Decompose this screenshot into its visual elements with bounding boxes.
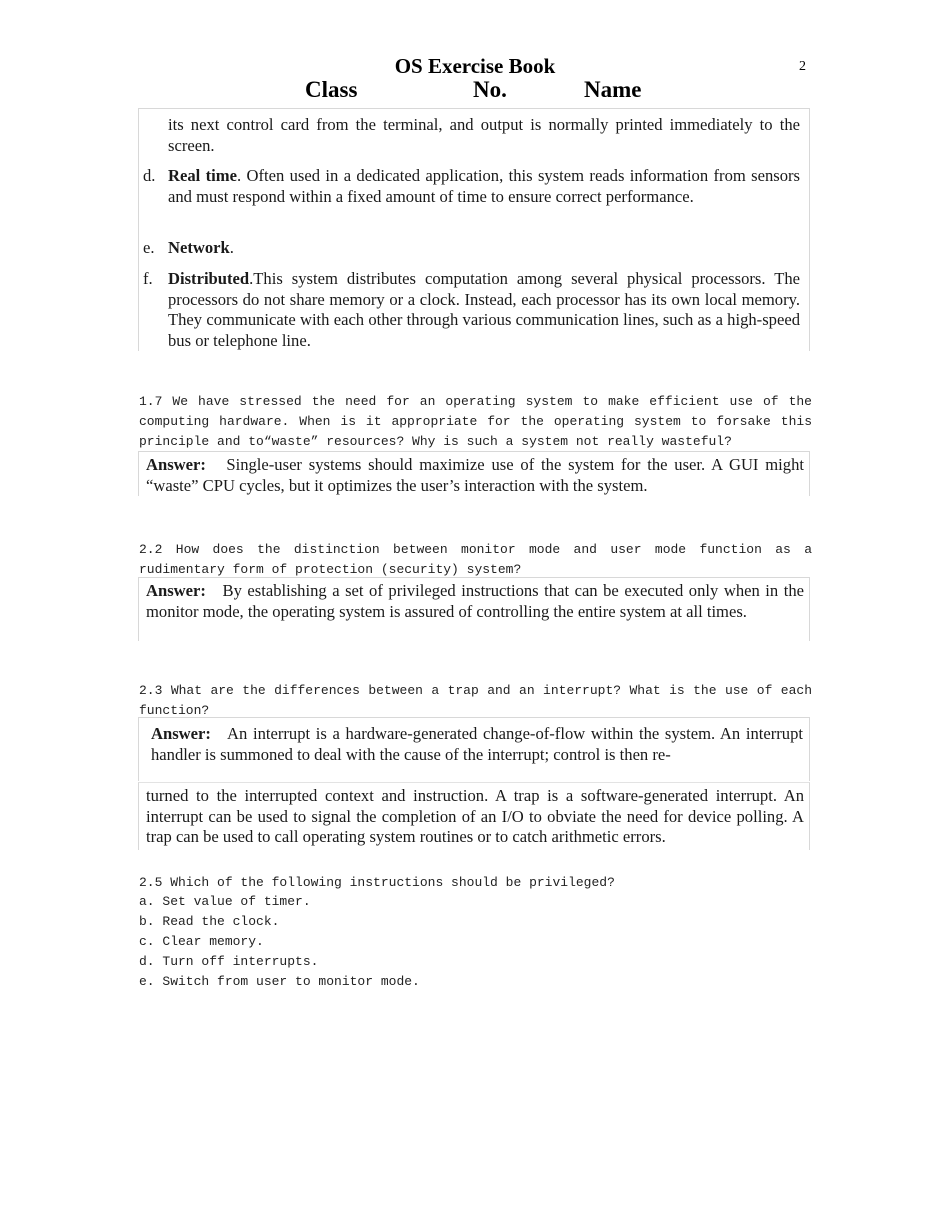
question-1-7: 1.7 We have stressed the need for an operating system to make efficient use of the computing hardware. When is it appropriate for the operating system to forsake this principle and to“waste” resources? Why is such a system not really wasteful? bbox=[139, 394, 812, 449]
answer-label: Answer: bbox=[151, 724, 211, 743]
answer-label: Answer: bbox=[146, 581, 206, 600]
number-label: No. bbox=[473, 77, 507, 102]
answer-box-2-2 bbox=[138, 577, 810, 641]
class-label: Class bbox=[305, 77, 358, 102]
option-e: e. Switch from user to monitor mode. bbox=[139, 974, 420, 989]
answer-text-continued: turned to the interrupted context and instruction. A trap is a software-generated interrupt. An interrupt can be used to signal the completion of an I/O to obviate the need for device polling. A trap can be used to call operating system routines or to catch arithmetic errors. bbox=[146, 786, 804, 846]
answer-box-2-3-part2 bbox=[138, 782, 810, 850]
option-b: b. Read the clock. bbox=[139, 914, 280, 929]
answer-label: Answer: bbox=[146, 455, 206, 474]
page-number: 2 bbox=[799, 59, 806, 74]
question-2-5: 2.5 Which of the following instructions should be privileged? bbox=[139, 875, 615, 890]
page-title: OS Exercise Book bbox=[394, 54, 556, 78]
option-d: d. Turn off interrupts. bbox=[139, 954, 319, 969]
option-a: a. Set value of timer. bbox=[139, 894, 311, 909]
answer-text: Single-user systems should maximize use of the system for the user. A GUI might “waste” CPU cycles, but it optimizes the user’s interaction with the system. bbox=[146, 455, 804, 495]
answer-text: An interrupt is a hardware-generated change-of-flow within the system. An interrupt handler is summoned to deal with the cause of the interrupt; control is then re- bbox=[151, 724, 803, 764]
name-label: Name bbox=[584, 77, 642, 102]
question-2-2: 2.2 How does the distinction between monitor mode and user mode function as a rudimentary form of protection (security) system? bbox=[139, 542, 812, 577]
answer-text: By establishing a set of privileged instructions that can be executed only when in the monitor mode, the operating system is assured of controlling the entire system at all times. bbox=[146, 581, 805, 621]
answer-box-2-3-part1 bbox=[138, 717, 810, 781]
option-c: c. Clear memory. bbox=[139, 934, 264, 949]
answer-box-1-7 bbox=[138, 451, 810, 496]
textbook-excerpt: its next control card from the terminal, and output is normally printed immediately to the screen. d. Real time. Often used in a dedicated application, this system reads information from sensors and must respond within a fixed amount of time to ensure correct performance. e. Network. f. Distributed.This system distributes computation among several physical processors. The processors do not share memory or a clock. Instead, each processor has its own local memory. They communicate with each other through various communication lines, such as a high-speed bus or telephone line. bbox=[138, 108, 810, 351]
question-2-3: 2.3 What are the differences between a trap and an interrupt? What is the use of each function? bbox=[139, 683, 812, 718]
